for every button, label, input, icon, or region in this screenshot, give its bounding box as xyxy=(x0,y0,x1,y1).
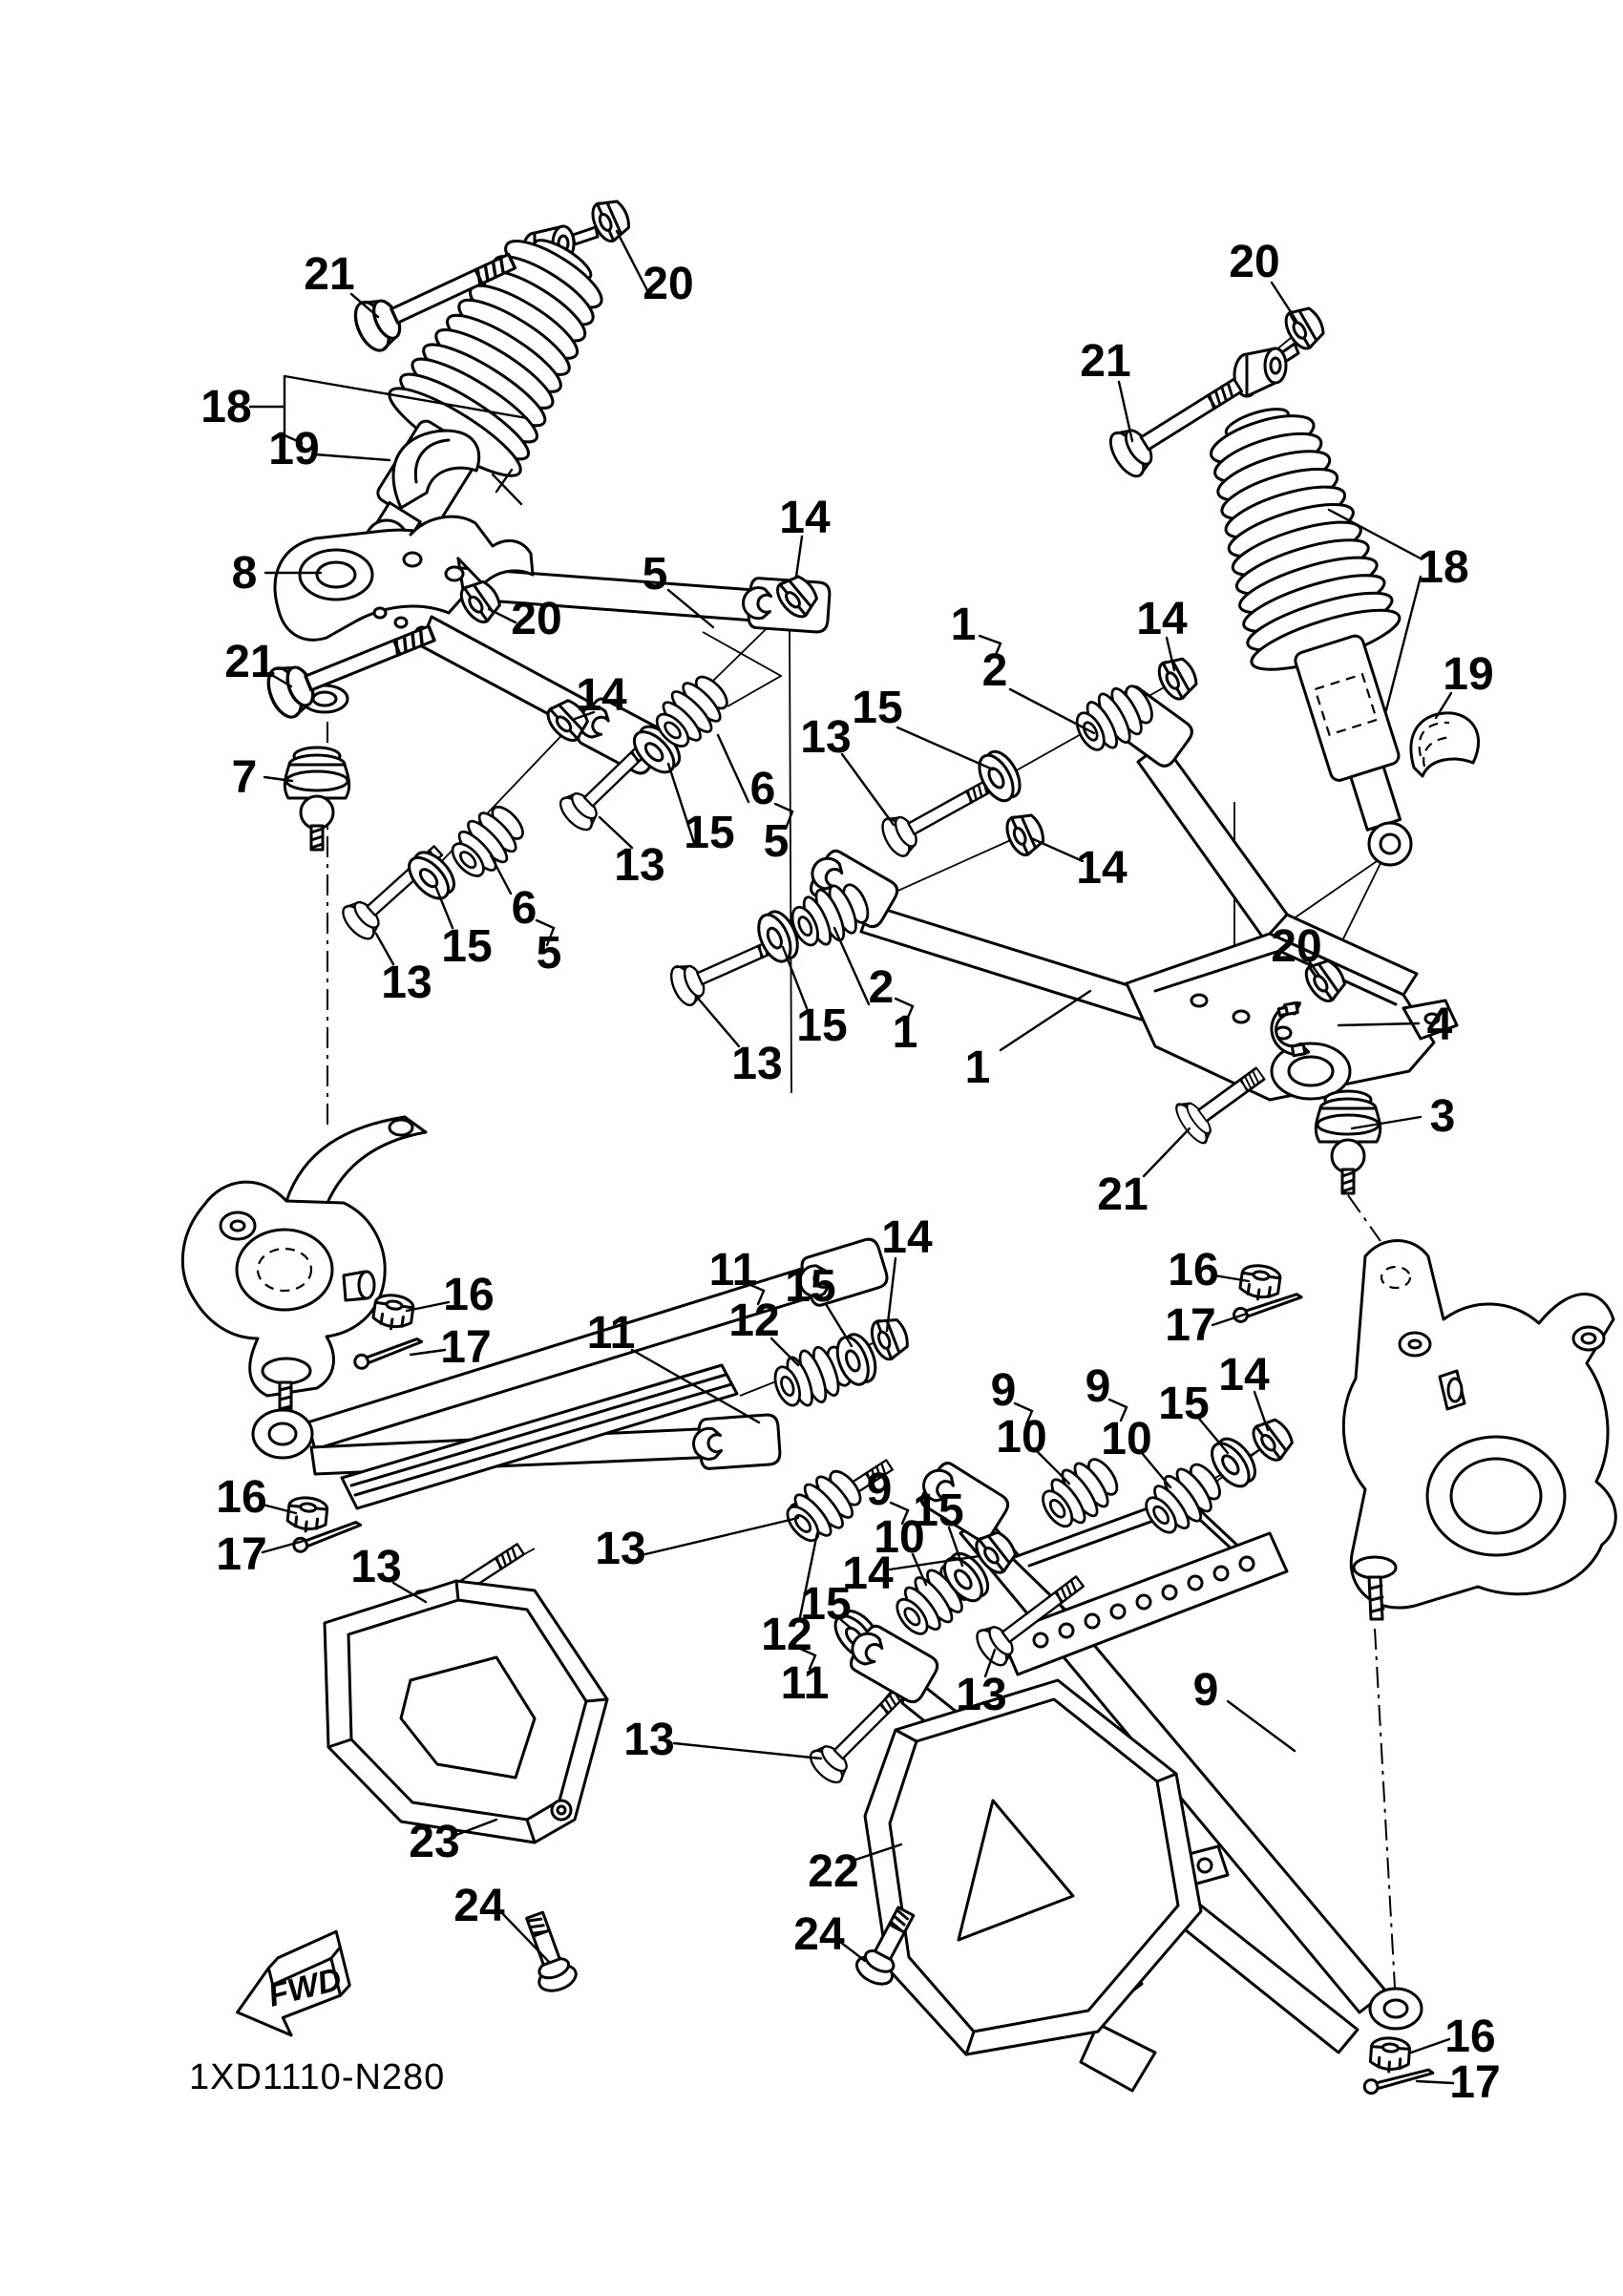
callout-21: 21 xyxy=(224,637,276,687)
callout-13: 13 xyxy=(956,1670,1007,1720)
ball-joint-3 xyxy=(1316,1091,1380,1193)
callout-9: 9 xyxy=(866,1464,893,1515)
castle-nut-16 xyxy=(372,1293,414,1331)
callout-21: 21 xyxy=(304,249,355,300)
callout-7: 7 xyxy=(231,752,258,803)
callout-24: 24 xyxy=(793,1909,845,1960)
right-steering-knuckle xyxy=(1343,1241,1615,1620)
fwd-arrow xyxy=(224,1931,358,2046)
callout-1: 1 xyxy=(892,1007,918,1058)
callout-20: 20 xyxy=(643,259,694,309)
callout-11: 11 xyxy=(708,1245,758,1295)
castle-nut-16 xyxy=(286,1496,327,1533)
callout-15: 15 xyxy=(800,1579,852,1630)
shock-top-mount xyxy=(1234,344,1298,396)
callout-13: 13 xyxy=(595,1524,646,1574)
callout-10: 10 xyxy=(996,1412,1047,1463)
bolt-24 xyxy=(516,1908,580,1995)
callout-21: 21 xyxy=(1080,336,1131,387)
spring-guard-right xyxy=(1411,713,1479,776)
callout-12: 12 xyxy=(728,1295,780,1346)
ball-joint-7 xyxy=(285,748,348,850)
callout-4: 4 xyxy=(1426,1000,1453,1050)
callout-5: 5 xyxy=(763,816,790,867)
callout-3: 3 xyxy=(1429,1091,1456,1142)
callout-17: 17 xyxy=(440,1322,492,1373)
callout-16: 16 xyxy=(1444,2012,1496,2062)
callout-14: 14 xyxy=(576,670,627,721)
callout-24: 24 xyxy=(453,1881,505,1931)
callout-17: 17 xyxy=(1449,2057,1501,2108)
callout-14: 14 xyxy=(1136,594,1188,644)
callout-6: 6 xyxy=(511,883,537,934)
callout-16: 16 xyxy=(443,1270,495,1320)
callout-5: 5 xyxy=(536,928,562,979)
coil-spring xyxy=(1180,390,1457,848)
callout-6: 6 xyxy=(749,764,776,814)
callout-15: 15 xyxy=(913,1485,964,1536)
flange-nut-14 xyxy=(1248,1413,1298,1464)
callout-9: 9 xyxy=(1085,1361,1111,1412)
callout-13: 13 xyxy=(623,1715,675,1765)
callout-1: 1 xyxy=(964,1043,991,1093)
callout-16: 16 xyxy=(216,1472,267,1523)
callout-18: 18 xyxy=(200,382,252,432)
callout-11: 11 xyxy=(586,1308,636,1359)
callout-1: 1 xyxy=(950,600,977,650)
callout-14: 14 xyxy=(881,1212,933,1263)
castle-nut-16 xyxy=(1370,2037,1410,2074)
callout-10: 10 xyxy=(1101,1414,1152,1464)
callout-19: 19 xyxy=(1443,649,1494,700)
callout-5: 5 xyxy=(642,549,668,600)
callout-20: 20 xyxy=(511,594,562,644)
callout-11: 11 xyxy=(780,1658,830,1709)
fwd-label: FWD xyxy=(264,1961,346,2014)
callout-9: 9 xyxy=(1192,1665,1219,1716)
callout-18: 18 xyxy=(1418,542,1469,593)
callout-15: 15 xyxy=(852,683,903,733)
callout-17: 17 xyxy=(1165,1300,1216,1351)
callout-13: 13 xyxy=(381,958,432,1008)
callout-14: 14 xyxy=(1076,843,1128,894)
callout-10: 10 xyxy=(874,1512,925,1563)
callout-13: 13 xyxy=(800,712,852,763)
callout-19: 19 xyxy=(268,424,320,474)
callout-13: 13 xyxy=(614,840,665,891)
lower-ball-socket xyxy=(263,1359,310,1383)
callout-17: 17 xyxy=(216,1529,267,1580)
callout-15: 15 xyxy=(785,1261,836,1312)
callout-15: 15 xyxy=(684,808,735,858)
flange-nut-14 xyxy=(1153,652,1202,703)
callout-22: 22 xyxy=(808,1846,859,1897)
hub-bore xyxy=(237,1230,332,1310)
callout-20: 20 xyxy=(1229,237,1280,287)
callout-2: 2 xyxy=(981,645,1008,696)
callout-15: 15 xyxy=(796,1001,848,1051)
callout-13: 13 xyxy=(731,1039,783,1089)
damper-body xyxy=(1294,634,1402,783)
skid-plate-23 xyxy=(325,1581,607,1843)
castle-nut-16 xyxy=(1239,1263,1281,1301)
callout-8: 8 xyxy=(231,548,258,599)
callout-14: 14 xyxy=(779,493,831,543)
left-steering-knuckle xyxy=(182,1117,426,1409)
shock-bottom-eyelet xyxy=(1369,823,1411,865)
callout-16: 16 xyxy=(1168,1245,1219,1295)
callout-13: 13 xyxy=(350,1542,402,1592)
bushing-12 xyxy=(777,1461,870,1551)
callout-21: 21 xyxy=(1097,1169,1149,1220)
callout-14: 14 xyxy=(842,1548,894,1599)
diagram-part-code: 1XD1110-N280 xyxy=(189,2057,446,2097)
callout-2: 2 xyxy=(868,962,895,1013)
bushing-6 xyxy=(442,797,533,887)
arm-pivot-end xyxy=(692,1414,781,1469)
callout-23: 23 xyxy=(409,1817,460,1867)
callout-15: 15 xyxy=(441,921,493,972)
callout-12: 12 xyxy=(761,1610,812,1660)
callout-15: 15 xyxy=(1158,1379,1210,1429)
callout-20: 20 xyxy=(1271,921,1322,972)
flange-nut-14 xyxy=(1002,809,1049,858)
lower-ball-socket xyxy=(1354,1557,1396,1578)
callout-9: 9 xyxy=(990,1365,1017,1416)
callout-14: 14 xyxy=(1218,1350,1270,1401)
